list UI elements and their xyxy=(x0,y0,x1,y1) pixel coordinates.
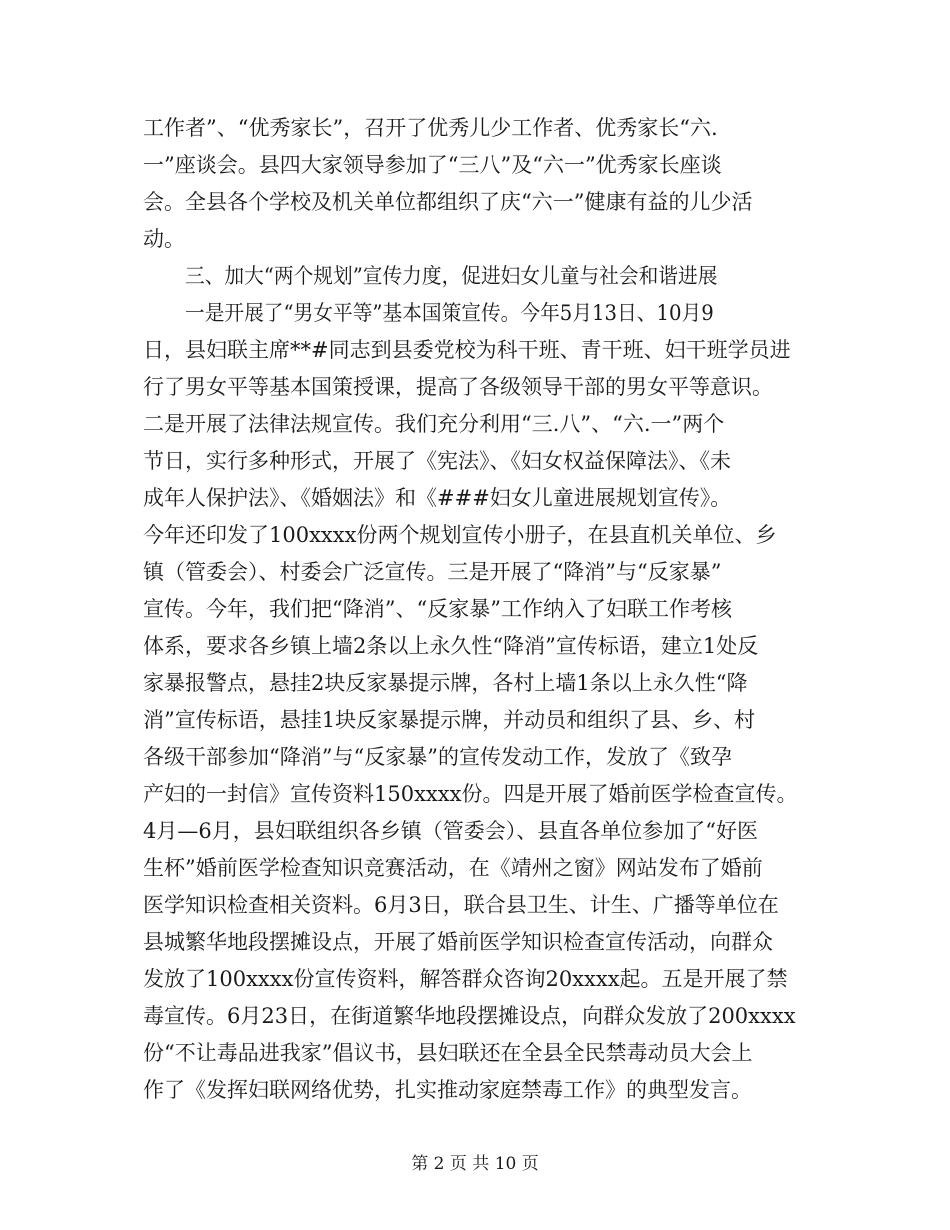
text-line: 家暴报警点，悬挂2块反家暴提示牌，各村上墙1条以上永久性“降 xyxy=(143,671,748,695)
text-line: 体系，要求各乡镇上墙2条以上永久性“降消”宣传标语，建立1处反 xyxy=(143,634,759,658)
text-line: 行了男女平等基本国策授课，提高了各级领导干部的男女平等意识。 xyxy=(143,375,773,399)
text-line: 节日，实行多种形式，开展了《宪法》、《妇女权益保障法》、《未 xyxy=(143,449,731,473)
text-line: 宣传。今年，我们把“降消”、“反家暴”工作纳入了妇联工作考核 xyxy=(143,597,732,621)
text-line: 一”座谈会。县四大家领导参加了“三八”及“六一”优秀家长座谈 xyxy=(143,153,722,177)
text-line: 份“不让毒品进我家”倡议书，县妇联还在全县全民禁毒动员大会上 xyxy=(143,1041,753,1065)
text-line: 消”宣传标语，悬挂1块反家暴提示牌，并动员和组织了县、乡、村 xyxy=(143,708,756,732)
text-line: 一是开展了“男女平等”基本国策宣传。今年5月13日、10月9 xyxy=(185,301,714,325)
text-line: 县城繁华地段摆摊设点，开展了婚前医学知识检查宣传活动，向群众 xyxy=(143,930,773,954)
text-line: 成年人保护法》、《婚姻法》和《###妇女儿童进展规划宣传》。 xyxy=(143,486,732,510)
text-line: 发放了100xxxx份宣传资料，解答群众咨询20xxxx起。五是开展了禁 xyxy=(143,967,788,991)
text-line: 二是开展了法律法规宣传。我们充分利用“三.八”、“六.一”两个 xyxy=(143,412,725,436)
text-line: 镇（管委会）、村委会广泛宣传。三是开展了“降消”与“反家暴” xyxy=(143,560,722,584)
text-line: 作了《发挥妇联网络优势，扎实推动家庭禁毒工作》的典型发言。 xyxy=(143,1078,752,1102)
text-line: 4月—6月，县妇联组织各乡镇（管委会）、县直各单位参加了“好医 xyxy=(143,819,758,843)
text-line: 会。全县各个学校及机关单位都组织了庆“六一”健康有益的儿少活 xyxy=(143,190,753,214)
text-line: 工作者”、“优秀家长”，召开了优秀儿少工作者、优秀家长“六. xyxy=(143,116,718,140)
text-line: 日，县妇联主席**#同志到县委党校为科干班、青干班、妇干班学员进 xyxy=(143,338,791,362)
text-line: 各级干部参加“降消”与“反家暴”的宣传发动工作，发放了《致孕 xyxy=(143,745,732,769)
text-line: 生杯”婚前医学检查知识竞赛活动，在《靖州之窗》网站发布了婚前 xyxy=(143,856,763,880)
page-footer: 第 2 页 共 10 页 xyxy=(411,1154,539,1174)
text-line: 医学知识检查相关资料。6月3日，联合县卫生、计生、广播等单位在 xyxy=(143,893,779,917)
text-line: 今年还印发了100xxxx份两个规划宣传小册子，在县直机关单位、乡 xyxy=(143,523,777,547)
section-heading: 三、加大“两个规划”宣传力度，促进妇女儿童与社会和谐进展 xyxy=(185,264,718,288)
text-line: 动。 xyxy=(143,227,185,251)
text-line: 产妇的一封信》宣传资料150xxxx份。四是开展了婚前医学检查宣传。 xyxy=(143,782,798,806)
text-line: 毒宣传。6月23日，在街道繁华地段摆摊设点，向群众发放了200xxxx xyxy=(143,1004,796,1028)
